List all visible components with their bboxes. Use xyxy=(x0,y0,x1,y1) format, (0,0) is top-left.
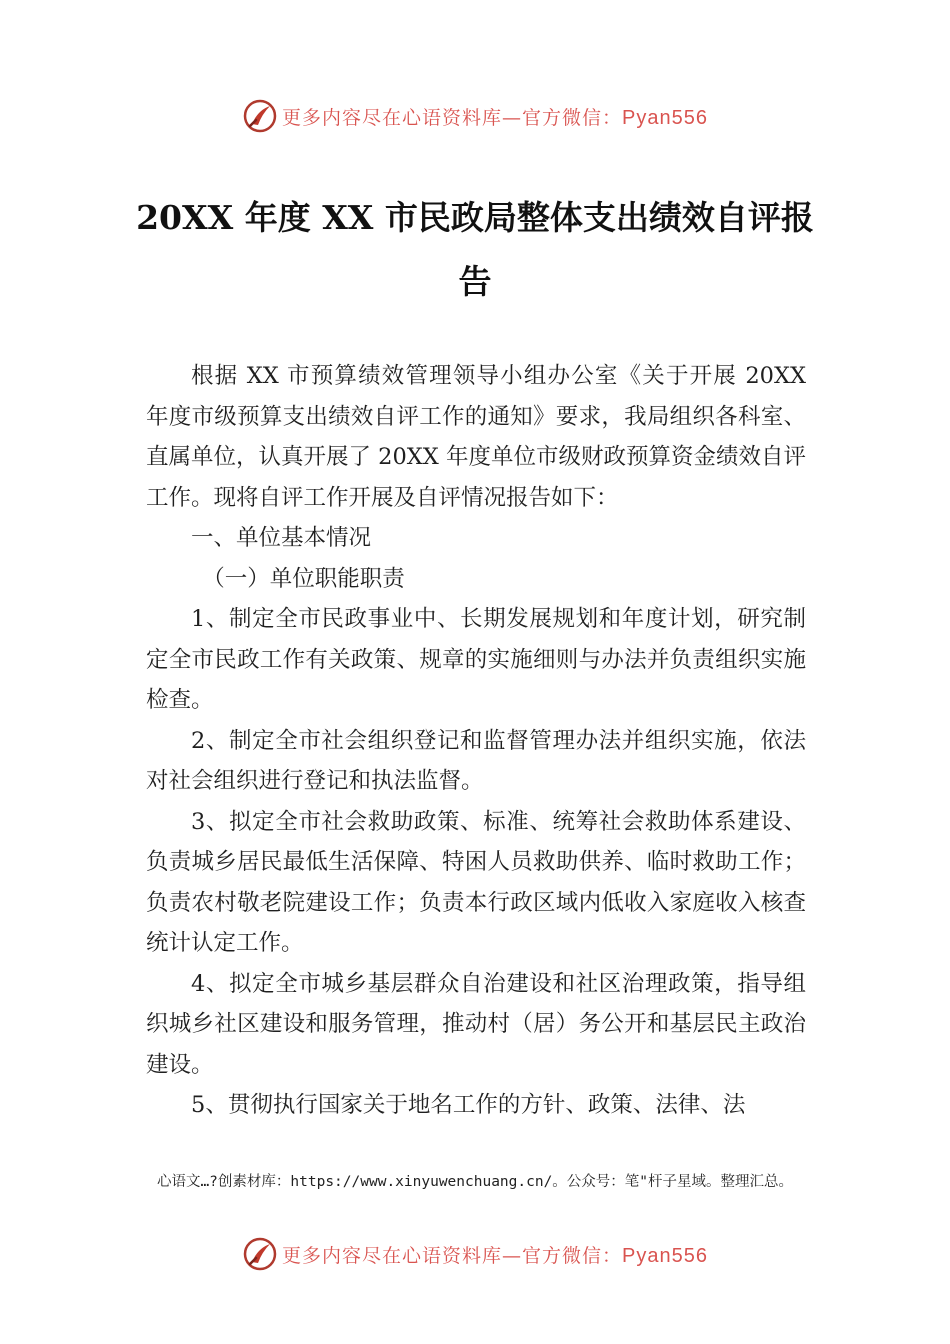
document-body xyxy=(146,356,806,1126)
paragraph-item-1: 1、制定全市民政事业中、长期发展规划和年度计划，研究制定全市民政工作有关政策、规章的实施细则与办法并负责组织实施检查。 xyxy=(146,606,806,713)
banner-wechat-id: Pyan556 xyxy=(622,1244,708,1267)
paragraph-item-4: 4、拟定全市城乡基层群众自治建设和社区治理政策，指导组织城乡社区建设和服务管理，推动村（居）务公开和基层民主政治建设。 xyxy=(146,970,806,1078)
footer-note: 心语文…?创素材库：https://www.xinyuwenchuang.cn/。公众号：笔"杆子星域。整理汇总。 xyxy=(156,1174,794,1190)
section-heading: 一、单位基本情况 xyxy=(191,525,372,551)
header-banner xyxy=(0,96,950,136)
brush-logo-icon xyxy=(242,98,278,134)
banner-wechat-id: Pyan556 xyxy=(622,106,708,129)
subsection-heading: （一）单位职能职责 xyxy=(202,565,405,592)
banner-label: 更多内容尽在心语资料库—官方微信： xyxy=(282,106,623,129)
paragraph-item-5: 5、贯彻执行国家关于地名工作的方针、政策、法律、法 xyxy=(191,1092,746,1118)
banner-label: 更多内容尽在心语资料库—官方微信： xyxy=(282,1244,623,1267)
banner-text xyxy=(282,103,708,130)
paragraph-item-3: 3、拟定全市社会救助政策、标准、统筹社会救助体系建设、负责城乡居民最低生活保障、特困人员救助供养、临时救助工作；负责农村敬老院建设工作；负责本行政区域内低收入家庭收入核查统计认定工作。 xyxy=(146,808,806,956)
footer-banner xyxy=(0,1234,950,1274)
paragraph-intro: 根据 XX 市预算绩效管理领导小组办公室《关于开展 20XX 年度市级预算支出绩效自评工作的通知》要求，我局组织各科室、直属单位，认真开展了 20XX 年度单位市级财政预算资金绩效自评工作。现将自评工作开展及自评情况报告如下： xyxy=(146,363,806,511)
document-title: 20XX 年度 XX 市民政局整体支出绩效自评报告 xyxy=(136,198,814,301)
brush-logo-icon xyxy=(242,1236,278,1272)
banner-text xyxy=(282,1241,708,1268)
paragraph-item-2: 2、制定全市社会组织登记和监督管理办法并组织实施，依法对社会组织进行登记和执法监督。 xyxy=(146,727,806,794)
